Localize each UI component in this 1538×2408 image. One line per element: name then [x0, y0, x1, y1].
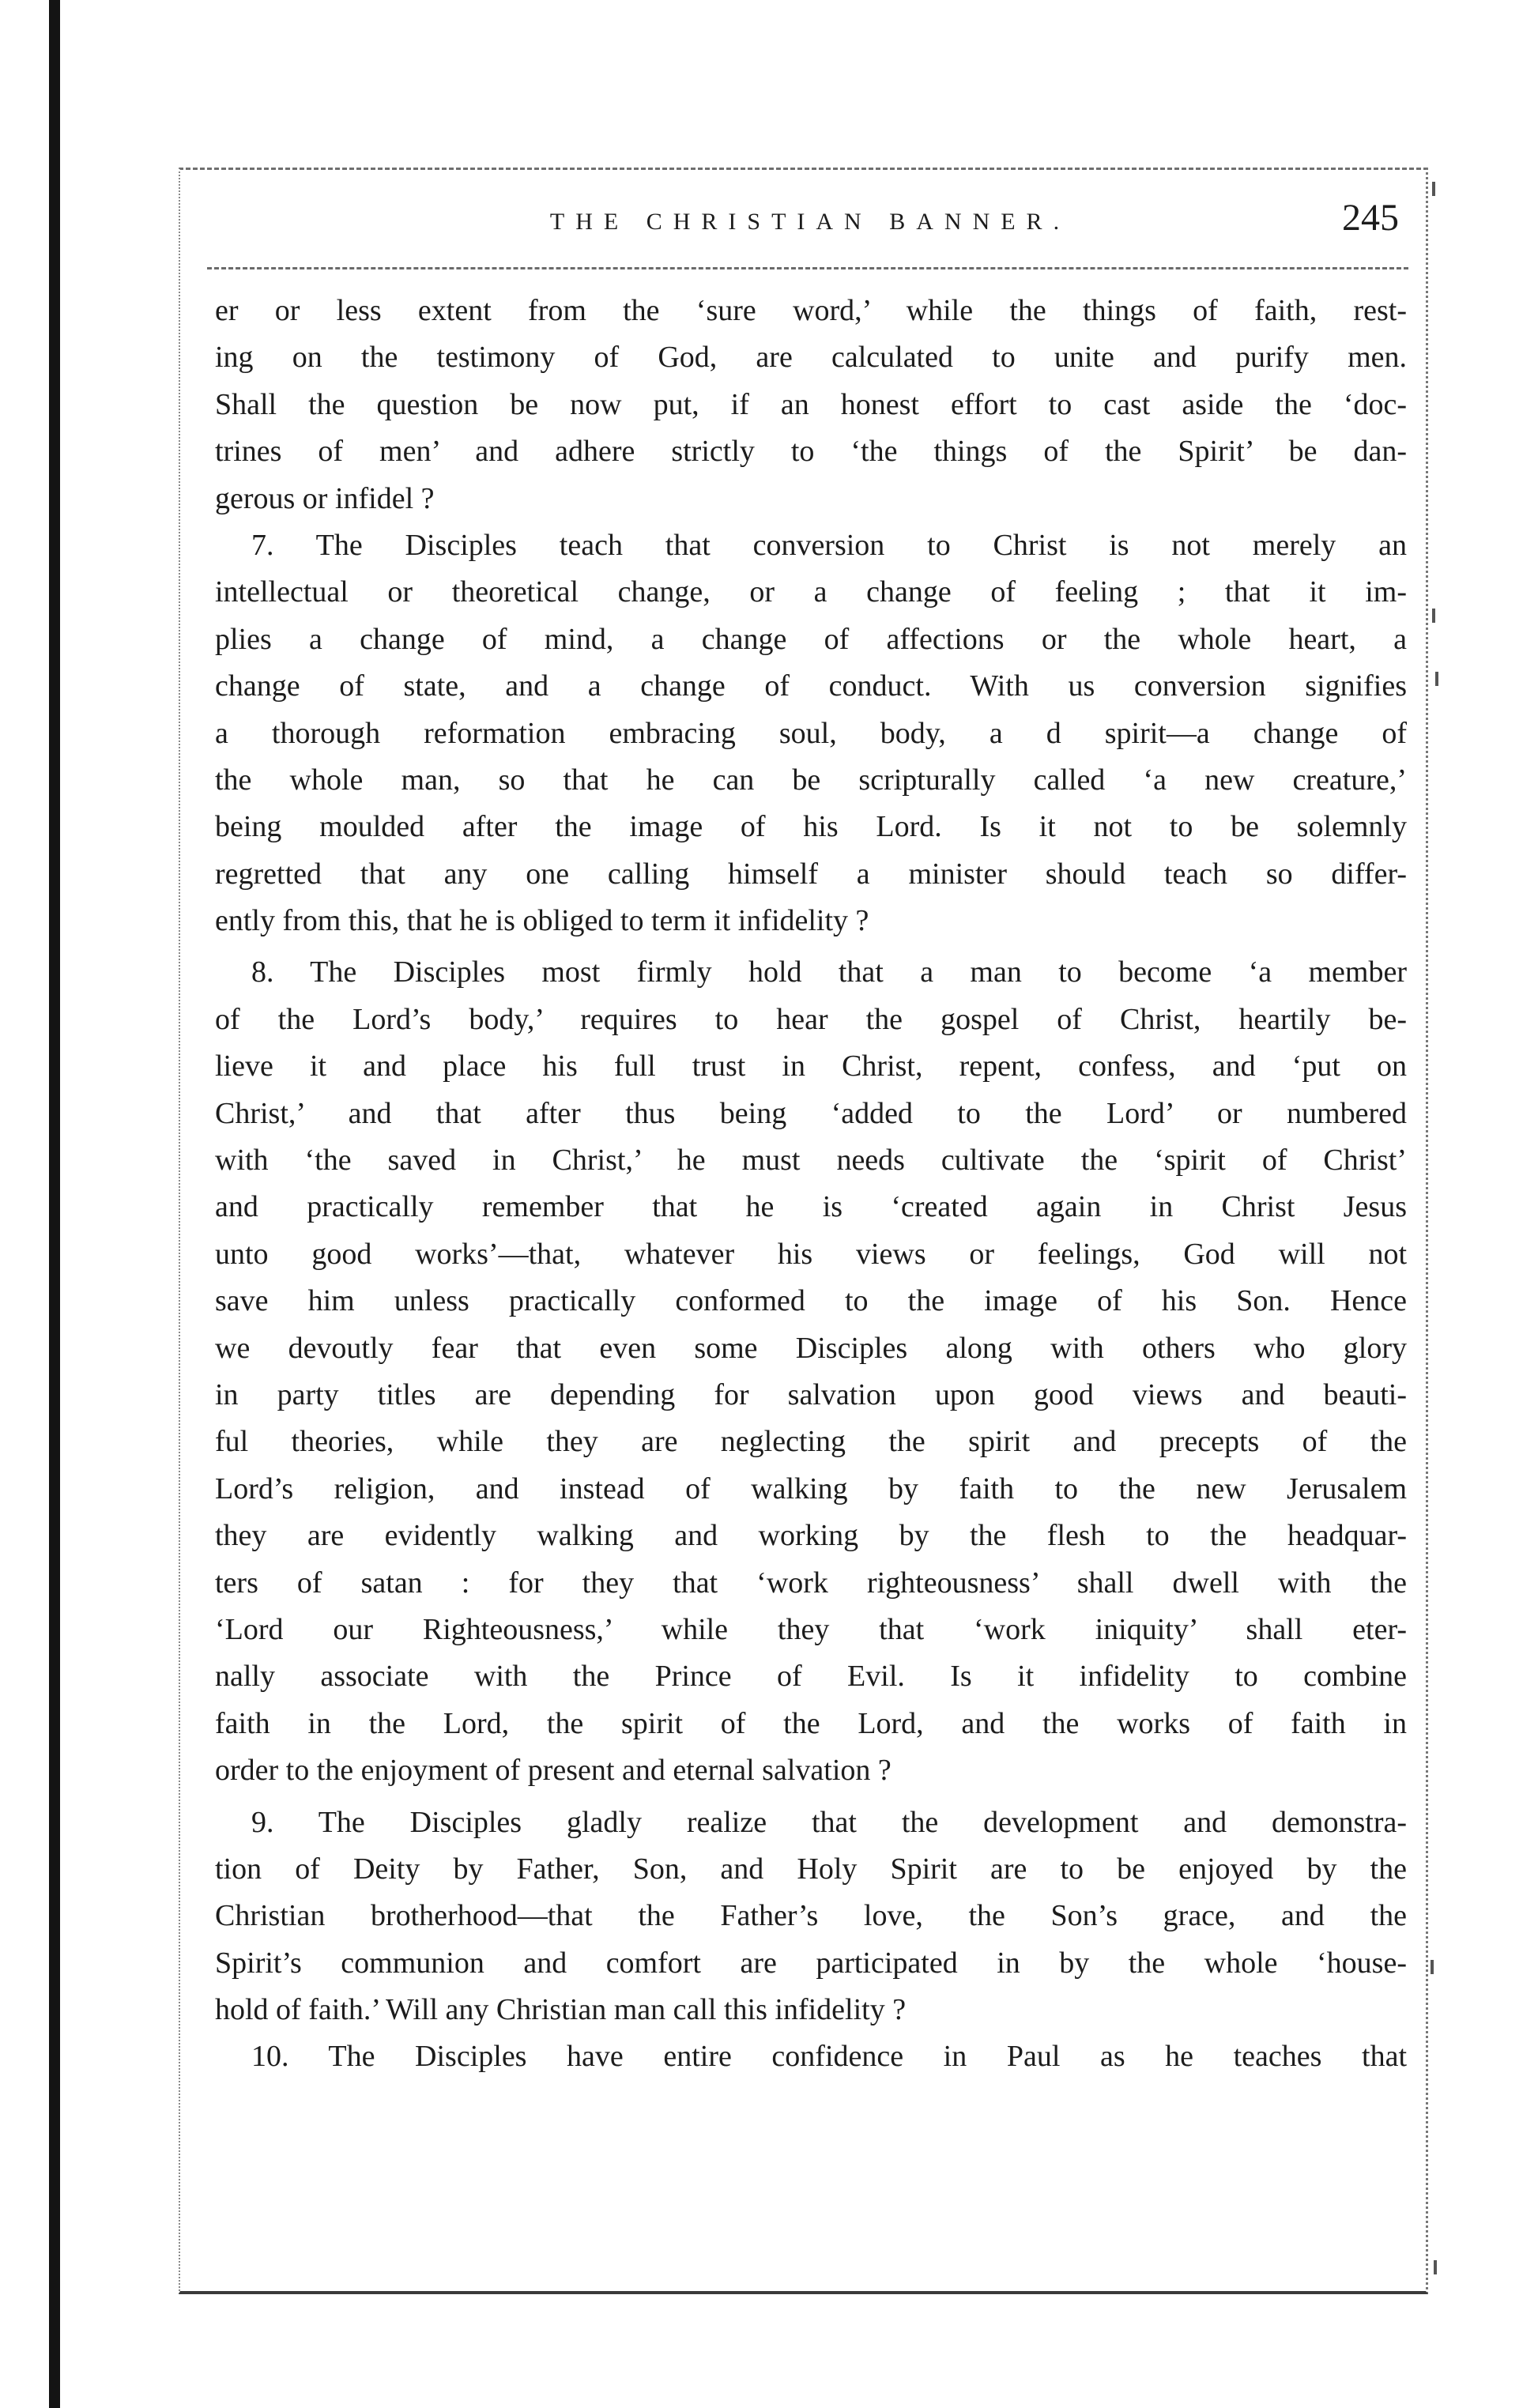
- text-line: faith in the Lord, the spirit of the Lord, and the works of faith in: [215, 1706, 1407, 1740]
- paragraph-8-start: 8. The Disciples most firmly hold that a man to become ‘a member: [251, 955, 1407, 989]
- text-line: ‘Lord our Righteousness,’ while they that ‘work iniquity’ shall eter-: [215, 1612, 1407, 1646]
- page-number: 245: [1342, 197, 1399, 239]
- edge-mark: [1434, 2260, 1437, 2274]
- text-line: regretted that any one calling himself a minister should teach so differ-: [215, 857, 1407, 891]
- binding-edge: [49, 0, 60, 2408]
- text-line: gerous or infidel ?: [215, 481, 435, 515]
- text-line: Christ,’ and that after thus being ‘added to the Lord’ or numbered: [215, 1096, 1407, 1130]
- text-line: ters of satan : for they that ‘work righteousness’ shall dwell with the: [215, 1566, 1407, 1600]
- text-line: ful theories, while they are neglecting the spirit and precepts of the: [215, 1425, 1407, 1459]
- text-line: plies a change of mind, a change of affections or the whole heart, a: [215, 622, 1407, 656]
- text-body: [215, 288, 1407, 2081]
- edge-mark: [1432, 609, 1435, 623]
- text-line: we devoutly fear that even some Disciples along with others who glory: [215, 1331, 1407, 1365]
- paragraph-9-start: 9. The Disciples gladly realize that the development and demonstra-: [251, 1805, 1407, 1839]
- text-line: unto good works’—that, whatever his views or feelings, God will not: [215, 1237, 1407, 1271]
- header-rule: [207, 267, 1408, 269]
- text-line: hold of faith.’ Will any Christian man call this infidelity ?: [215, 1993, 907, 2027]
- paragraph-7-start: 7. The Disciples teach that conversion to Christ is not merely an: [251, 528, 1407, 562]
- text-line: lieve it and place his full trust in Christ, repent, confess, and ‘put on: [215, 1049, 1407, 1083]
- text-line: and practically remember that he is ‘created again in Christ Jesus: [215, 1190, 1407, 1224]
- text-line: of the Lord’s body,’ requires to hear the gospel of Christ, heartily be-: [215, 1002, 1407, 1036]
- text-line: er or less extent from the ‘sure word,’ while the things of faith, rest-: [215, 294, 1407, 327]
- paragraph-10-start: 10. The Disciples have entire confidence in Paul as he teaches that: [251, 2040, 1407, 2074]
- text-line: a thorough reformation embracing soul, body, a d spirit—a change of: [215, 716, 1407, 750]
- text-line: being moulded after the image of his Lord. Is it not to be solemnly: [215, 810, 1407, 844]
- text-line: nally associate with the Prince of Evil. Is it infidelity to combine: [215, 1660, 1407, 1694]
- text-line: Shall the question be now put, if an honest effort to cast aside the ‘doc-: [215, 387, 1407, 421]
- text-line: ing on the testimony of God, are calculated to unite and purify men.: [215, 341, 1407, 375]
- text-line: the whole man, so that he can be scripturally called ‘a new creature,’: [215, 763, 1407, 797]
- running-title: THE CHRISTIAN BANNER.: [549, 209, 1071, 235]
- text-line: order to the enjoyment of present and eternal salvation ?: [215, 1754, 892, 1788]
- text-line: with ‘the saved in Christ,’ he must needs cultivate the ‘spirit of Christ’: [215, 1144, 1407, 1178]
- text-line: change of state, and a change of conduct. With us conversion signifies: [215, 669, 1407, 703]
- text-line: they are evidently walking and working by the flesh to the headquar-: [215, 1519, 1407, 1553]
- text-line: Spirit’s communion and comfort are participated in by the whole ‘house-: [215, 1946, 1407, 1980]
- edge-mark: [1432, 182, 1435, 196]
- edge-mark: [1435, 672, 1438, 686]
- running-head: [213, 197, 1407, 248]
- text-line: trines of men’ and adhere strictly to ‘the things of the Spirit’ be dan-: [215, 435, 1407, 469]
- text-line: tion of Deity by Father, Son, and Holy Spirit are to be enjoyed by the: [215, 1852, 1407, 1886]
- text-line: save him unless practically conformed to the image of his Son. Hence: [215, 1284, 1407, 1318]
- text-line: intellectual or theoretical change, or a change of feeling ; that it im-: [215, 575, 1407, 609]
- text-line: in party titles are depending for salvation upon good views and beauti-: [215, 1377, 1407, 1411]
- text-line: ently from this, that he is obliged to term it infidelity ?: [215, 904, 869, 938]
- edge-mark: [1431, 1960, 1434, 1974]
- text-line: Christian brotherhood—that the Father’s love, the Son’s grace, and the: [215, 1899, 1407, 1933]
- text-line: Lord’s religion, and instead of walking by faith to the new Jerusalem: [215, 1472, 1407, 1505]
